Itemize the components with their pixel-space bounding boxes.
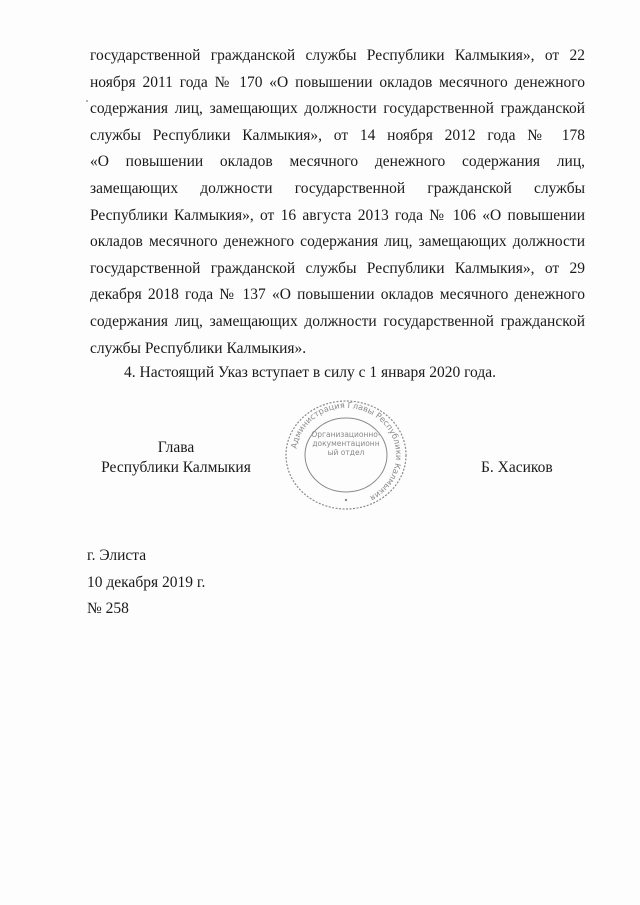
body-line: службы Республики Калмыкия», от 14 ноября 2012 года № 178: [90, 126, 585, 144]
official-stamp: [283, 398, 409, 512]
stamp-ring-text: Администрация Главы Республики Калмыкия: [288, 399, 405, 504]
body-line: Республики Калмыкия», от 16 августа 2013 года № 106 «О повышении: [90, 206, 585, 224]
body-line: ноября 2011 года № 170 «О повышении окладов месячного денежного: [90, 73, 585, 91]
scan-speck: [86, 100, 88, 102]
body-line: декабря 2018 года № 137 «О повышении окладов месячного денежного: [90, 286, 585, 304]
clause-4-effective-date: 4. Настоящий Указ вступает в силу с 1 января 2020 года.: [124, 364, 496, 381]
decree-body-text: [90, 43, 585, 362]
body-line: окладов месячного денежного содержания лиц, замещающих должности: [90, 233, 585, 251]
signatory-title-line2: Республики Калмыкия: [101, 459, 251, 476]
body-line: государственной гражданской службы Республики Калмыкия», от 22: [90, 47, 585, 64]
body-line: содержания лиц, замещающих должности государственной гражданской: [90, 100, 585, 118]
decree-city: г. Элиста: [87, 547, 147, 564]
body-line: содержания лиц, замещающих должности государственной гражданской: [90, 312, 585, 330]
signatory-title: [91, 438, 261, 478]
stamp-center-text: Организационно-документационный отдел: [311, 430, 381, 457]
stamp-dot: [345, 499, 347, 501]
body-line: государственной гражданской службы Республики Калмыкия», от 29: [90, 259, 585, 277]
body-line: замещающих должности государственной гражданской службы: [90, 179, 585, 197]
body-line: «О повышении окладов месячного денежного содержания лиц,: [90, 153, 585, 171]
signatory-title-line1: Глава: [157, 439, 195, 456]
decree-number: № 258: [87, 600, 129, 617]
decree-date: 10 декабря 2019 г.: [87, 573, 206, 591]
decree-details: [87, 543, 205, 623]
signer-name: Б. Хасиков: [481, 459, 553, 476]
body-line: службы Республики Калмыкия».: [90, 339, 307, 357]
